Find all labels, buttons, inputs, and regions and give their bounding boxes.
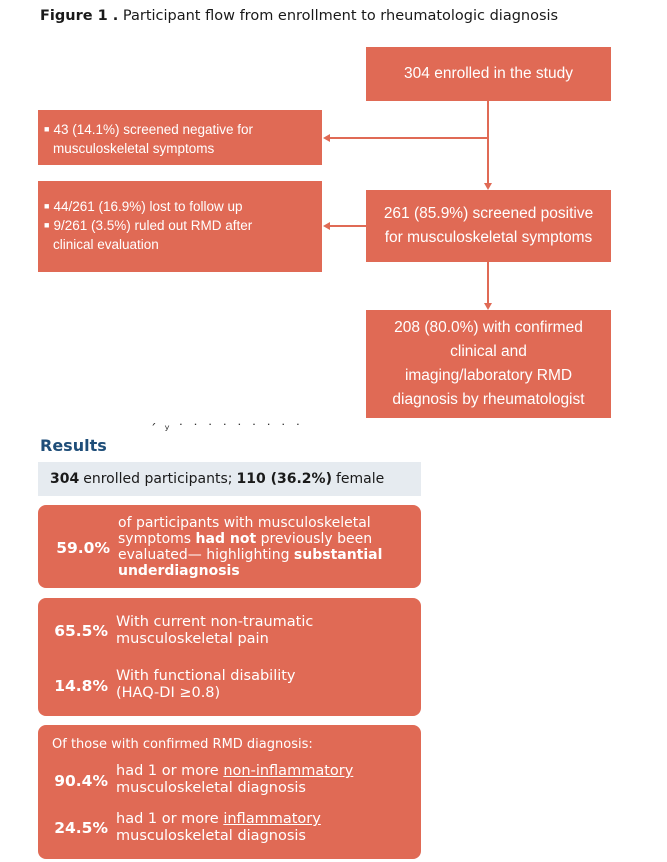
arrow-left-icon: [323, 222, 330, 230]
figure-label: Figure 1 .: [40, 8, 119, 24]
bullet-icon: ■: [44, 201, 50, 211]
enrolled-box: [366, 47, 611, 101]
connector-main-2: [487, 262, 489, 303]
bullet-icon: ■: [44, 124, 50, 134]
screened-negative-line2: musculoskeletal symptoms: [53, 141, 215, 156]
stat-description: With current non-traumatic musculoskeletal pain: [116, 614, 314, 647]
confirmed-line2: clinical and: [450, 343, 527, 360]
stat-percent: 14.8%: [54, 677, 108, 695]
enrolled-label: enrolled participants;: [83, 471, 233, 487]
disability-stat: [38, 668, 296, 702]
lost-followup-box: [38, 181, 322, 272]
stat-description: With functional disability (HAQ-DI ≥0.8): [116, 668, 296, 701]
stat-percent: 59.0%: [56, 539, 110, 557]
pain-stat: [38, 614, 313, 648]
arrow-left-icon: [323, 134, 330, 142]
connector-lost: [330, 225, 366, 227]
underdiagnosis-stat: [38, 515, 382, 579]
results-heading: Results: [40, 436, 107, 455]
summary-bar: [38, 462, 421, 496]
confirmed-diagnosis-box: [366, 310, 611, 418]
cropped-text: ˊ ʸ ˙ ˙ ˙ ˙ ˙ ˙ ˙ ˙ ˙: [150, 423, 304, 438]
female-count: 110 (36.2%): [236, 471, 332, 487]
confirmed-line3: imaging/laboratory RMD: [404, 367, 573, 384]
bullet-icon: ■: [44, 220, 50, 230]
rmd-diagnosis-card: [38, 725, 421, 859]
arrow-down-icon: [484, 183, 492, 190]
stat-description: had 1 or more non-inflammatory musculoskeletal diagnosis: [116, 763, 354, 796]
stat-percent: 24.5%: [54, 819, 108, 837]
screened-positive-line1: 261 (85.9%) screened positive: [383, 205, 594, 222]
pain-disability-card: [38, 598, 421, 716]
lost-followup-line1: ■ 44/261 (16.9%) lost to follow up: [44, 199, 243, 214]
card-heading: Of those with confirmed RMD diagnosis:: [52, 737, 313, 752]
connector-main-1: [487, 101, 489, 183]
enrolled-text: 304 enrolled in the study: [404, 65, 573, 82]
confirmed-line4: diagnosis by rheumatologist: [392, 391, 585, 408]
ruled-out-line2: clinical evaluation: [53, 237, 159, 252]
underdiagnosis-card: [38, 505, 421, 588]
female-label: female: [335, 471, 385, 487]
arrow-down-icon: [484, 303, 492, 310]
stat-description: of participants with musculoskeletal symptoms had not previously been evaluated— highlighting substantial underdiagnosis: [118, 515, 383, 579]
inflammatory-stat: [38, 811, 321, 845]
stat-percent: 90.4%: [54, 772, 108, 790]
screened-positive-line2: for musculoskeletal symptoms: [384, 229, 593, 246]
stat-percent: 65.5%: [54, 622, 108, 640]
stat-description: had 1 or more inflammatory musculoskeletal diagnosis: [116, 811, 321, 844]
non-inflammatory-stat: [38, 763, 353, 797]
figure-title: [40, 8, 558, 24]
ruled-out-line1: ■ 9/261 (3.5%) ruled out RMD after: [44, 218, 253, 233]
screened-negative-line1: ■ 43 (14.1%) screened negative for: [44, 122, 254, 137]
figure-caption: Participant flow from enrollment to rheumatologic diagnosis: [122, 8, 559, 24]
screened-positive-box: [366, 190, 611, 262]
confirmed-line1: 208 (80.0%) with confirmed: [394, 319, 583, 336]
screened-negative-box: [38, 110, 322, 165]
enrolled-count: 304: [50, 471, 80, 487]
connector-negative: [330, 137, 488, 139]
